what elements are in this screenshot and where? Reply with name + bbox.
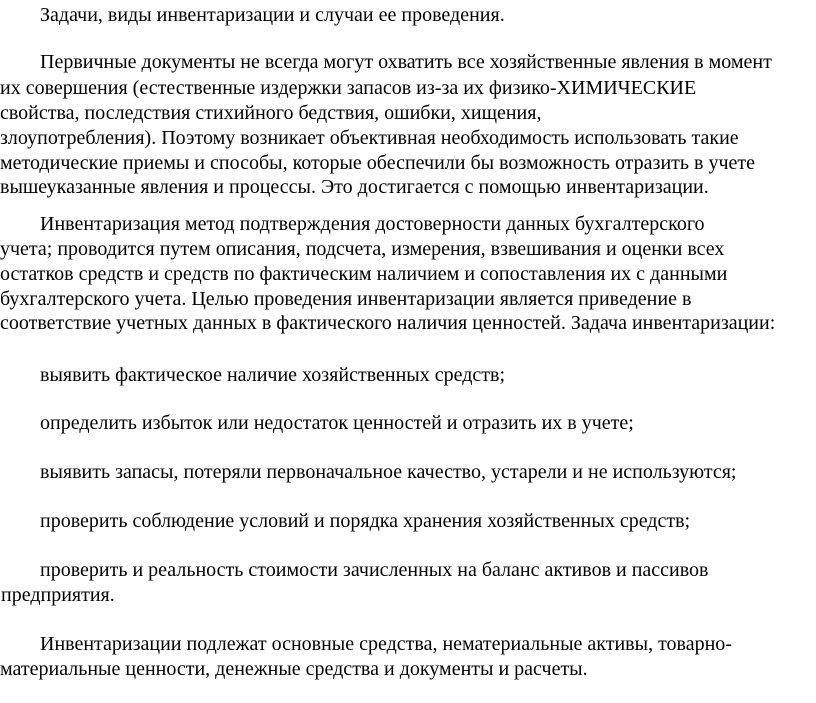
paragraph-2-line-2: учета; проводится путем описания, подсчета, измерения, взвешивания и оценки всех	[0, 238, 725, 260]
task-item-1: выявить фактическое наличие хозяйственных средств;	[40, 364, 506, 386]
task-item-5-line-1: проверить и реальность стоимости зачисленных на баланс активов и пассивов	[40, 559, 709, 581]
paragraph-2-line-1: Инвентаризация метод подтверждения достоверности данных бухгалтерского	[40, 213, 705, 235]
paragraph-1-line-1: Первичные документы не всегда могут охватить все хозяйственные явления в момент	[40, 51, 772, 73]
paragraph-3-line-2: материальные ценности, денежные средства и документы и расчеты.	[0, 658, 588, 680]
paragraph-1-line-5: методические приемы и способы, которые обеспечили бы возможность отразить в учете	[0, 152, 755, 174]
paragraph-1-line-3: свойства, последствия стихийного бедствия, ошибки, хищения,	[0, 102, 542, 124]
paragraph-1-line-6: вышеуказанные явления и процессы. Это достигается с помощью инвентаризации.	[0, 176, 709, 198]
paragraph-3-line-1: Инвентаризации подлежат основные средства, нематериальные активы, товарно-	[40, 633, 732, 655]
paragraph-1-line-4: злоупотребления). Поэтому возникает объективная необходимость использовать такие	[0, 127, 739, 149]
paragraph-2-line-3: остатков средств и средств по фактическим наличием и сопоставления их с данными	[0, 263, 728, 285]
paragraph-1-line-2: их совершения (естественные издержки запасов из-за их физико-ХИМИЧЕСКИЕ	[0, 77, 697, 99]
section-title: Задачи, виды инвентаризации и случаи ее проведения.	[40, 4, 505, 26]
task-item-3: выявить запасы, потеряли первоначальное качество, устарели и не используются;	[40, 461, 737, 483]
task-item-4: проверить соблюдение условий и порядка хранения хозяйственных средств;	[40, 510, 691, 532]
paragraph-2-line-5: соответствие учетных данных в фактического наличия ценностей. Задача инвентаризации:	[0, 312, 776, 334]
task-item-5-line-2: предприятия.	[1, 584, 115, 606]
task-item-2: определить избыток или недостаток ценностей и отразить их в учете;	[40, 412, 634, 434]
paragraph-2-line-4: бухгалтерского учета. Целью проведения инвентаризации является приведение в	[0, 288, 692, 310]
